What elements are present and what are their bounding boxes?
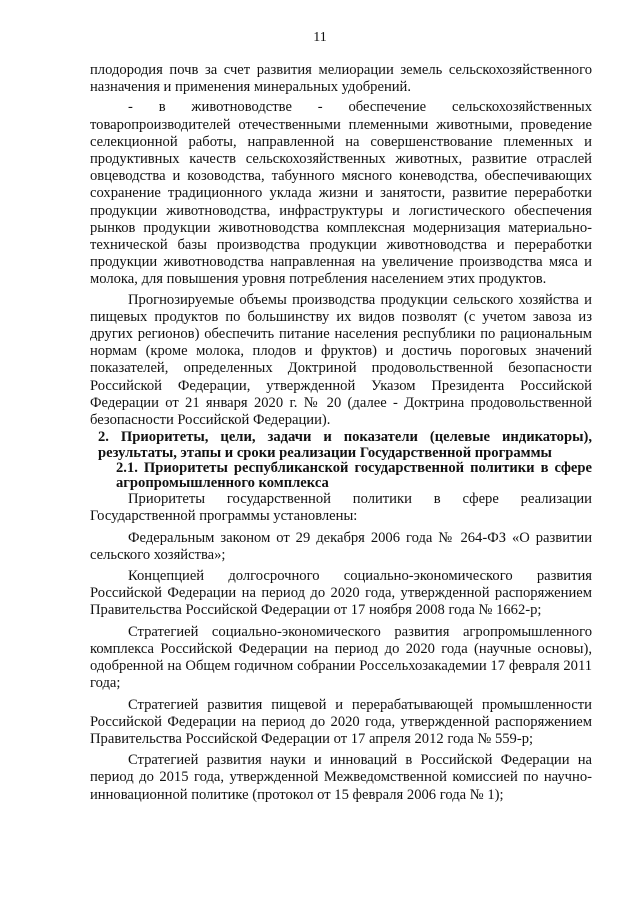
document-body — [90, 62, 592, 804]
paragraph-priorities-intro: Приоритеты государственной политики в сфере реализации Государственной программы установлены: — [90, 491, 592, 525]
paragraph-production-forecast: Прогнозируемые объемы производства продукции сельского хозяйства и пищевых продуктов по большинству их видов позволят (с учетом завоза из других регионов) обеспечить питание населения республики по рациональным нормам (кроме молока, плодов и фруктов) и достичь пороговых значений показателей, определенных Доктриной продовольственной безопасности Российской Федерации, утвержденной Указом Президента Российской Федерации от 21 января 2020 г. № 20 (далее - Доктрина продовольственной безопасности Российской Федерации). — [90, 291, 592, 429]
paragraph-science-strategy: Стратегией развития науки и инноваций в Российской Федерации на период до 2015 года, утвержденной Межведомственной комиссией по научно-инновационной политике (протокол от 15 февраля 2006 года № 1); — [90, 752, 592, 803]
paragraph-food-industry-strategy: Стратегией развития пищевой и перерабатывающей промышленности Российской Федерации на период до 2020 года, утвержденной распоряжением Правительства Российской Федерации от 17 апреля 2012 года № 559-р; — [90, 696, 592, 747]
paragraph-development-concept: Концепцией долгосрочного социально-экономического развития Российской Федерации на период до 2020 года, утвержденной распоряжением Правительства Российской Федерации от 17 ноября 2008 года № 1662-р; — [90, 568, 592, 619]
paragraph-livestock: - в животноводстве - обеспечение сельскохозяйственных товаропроизводителей отечественными племенными животными, проведение селекционной работы, направленной на совершенствование племенных и продуктивных качеств сельскохозяйственных животных, развитие отраслей овцеводства и козоводства, табунного мясного коневодства, обеспечивающих сохранение традиционного уклада жизни и занятости, развитие переработки продукции животноводства, инфраструктуры и логистического обеспечения рынков продукции животноводства комплексная модернизация материально-технической базы производства продукции животноводства и переработки продукции животноводства направленная на увеличение производства мяса и молока, для повышения уровня потребления населением этих продуктов. — [90, 99, 592, 288]
paragraph-soil-fertility: плодородия почв за счет развития мелиорации земель сельскохозяйственного назначения и применения минеральных удобрений. — [90, 62, 592, 96]
paragraph-federal-law: Федеральным законом от 29 декабря 2006 года № 264-ФЗ «О развитии сельского хозяйства»; — [90, 529, 592, 563]
subsection-heading: 2.1. Приоритеты республиканской государственной политики в сфере агропромышленного комплекса — [116, 460, 592, 492]
paragraph-agro-strategy: Стратегией социально-экономического развития агропромышленного комплекса Российской Федерации на период до 2020 года (научные основы), одобренной на Общем годичном собрании Россельхозакадемии 17 февраля 2011 года; — [90, 623, 592, 692]
page-number: 11 — [313, 30, 327, 45]
section-heading: 2. Приоритеты, цели, задачи и показатели (целевые индикаторы), результаты, этапы и сроки реализации Государственной программы — [98, 429, 592, 462]
